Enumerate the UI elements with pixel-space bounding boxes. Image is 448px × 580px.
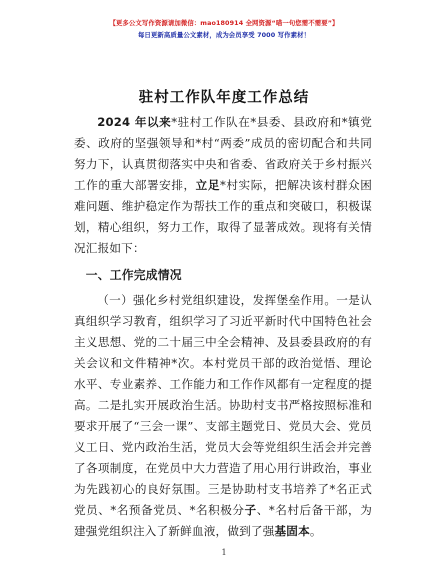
para1-text-3: 、*名村后备干部，为建强党组织注入了新鲜血液，做到了强 <box>74 503 372 538</box>
page-number: 1 <box>221 548 227 557</box>
para1-text-bold-1: 子 <box>244 503 257 517</box>
document-body <box>74 112 372 542</box>
intro-text-bold-1: 2024 年以来 <box>97 115 172 129</box>
intro-text-1: *驻村工作队在*县委、县政府和*镇党委、政府的坚强领导和*村“两委”成员的密切配合和共同努力下，认真贯彻落实中央和省委、省政府关于乡村振兴工作的重大部署安排， <box>74 115 372 192</box>
intro-paragraph <box>74 112 372 259</box>
para1-text-1: （一）强化乡村党组织建设，发挥堡垒作用。一是认真组织学习教育，组织学习了习近平新时代中国特色社会主义思想、党的二十届三中全会精神、及县委县政府的有关会议和文件精神 <box>74 293 372 370</box>
promo-banner-line-2: 每日更新高质量公文素材，成为会员享受 7000 写作素材！ <box>137 31 311 39</box>
intro-text-bold-2: 立足 <box>195 178 220 192</box>
intro-text-2: *村实际，把解决该村群众困难问题、维护稳定作为帮扶工作的重点和突破口，积极谋划，精心组织，努力工作，取得了显著成效。现将有关情况汇报如下： <box>74 178 372 255</box>
body-paragraph-1 <box>74 290 372 542</box>
para1-text-bold-2: 基固本 <box>274 524 310 538</box>
promo-banner-line-1: 【更多公文写作资源请加微信：mao180914 全网资源“喵一句您需不需要”】 <box>109 19 339 27</box>
para1-text-4: 。 <box>309 524 322 538</box>
para1-text-2: *次。本村党员干部的政治觉悟、理论水平、专业素养、工作能力和工作作风都有一定程度的提高。二是扎实开展政治生活。协助村支书严格按照标准和要求开展了“三会一课”、支部主题党日、党员大会、党员义工日、党内政治生活，党员大会等党组织生活会并完善了各项制度，在党员中大力营造了用心用行讲政治，事业为先践初心的良好氛围。三是协助村支书培养了*名正式党员、*名预备党员、*名积极分 <box>74 356 373 517</box>
section-heading: 一、工作完成情况 <box>85 268 182 282</box>
document-title: 驻村工作队年度工作总结 <box>138 90 310 106</box>
